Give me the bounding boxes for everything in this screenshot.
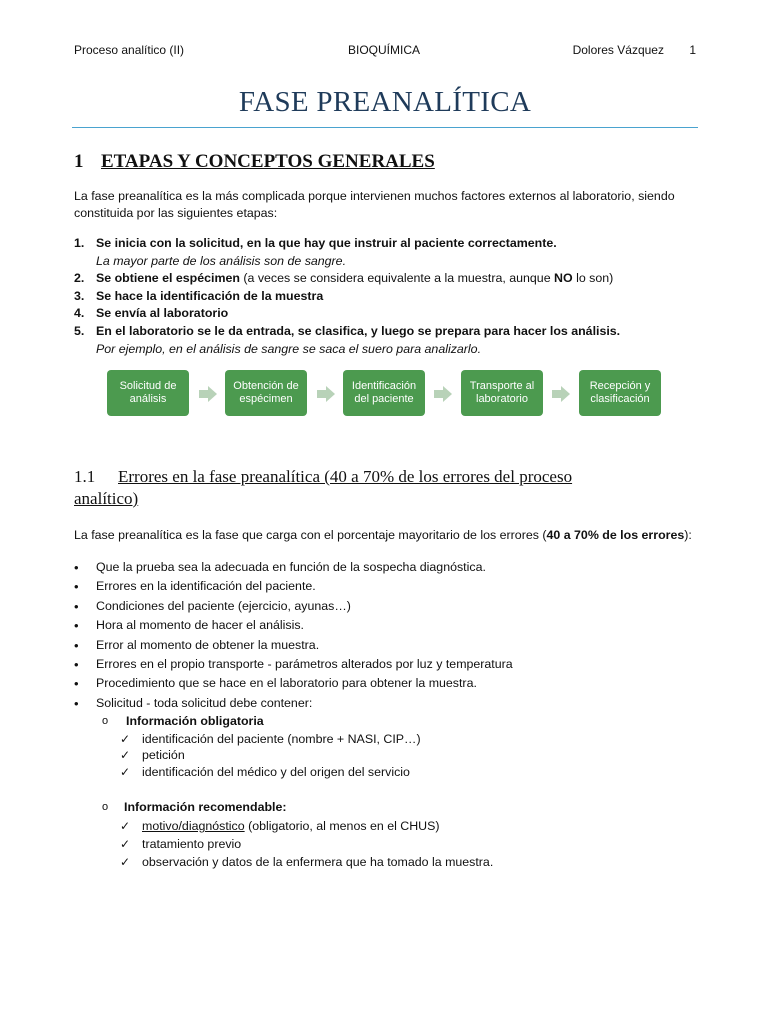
page-number: 1 bbox=[689, 43, 696, 57]
list-item: ✓ identificación del médico y del origen del servicio bbox=[120, 764, 410, 779]
flow-step-obtencion: Obtención de espécimen bbox=[225, 370, 307, 416]
page-header bbox=[74, 43, 696, 61]
page-title: FASE PREANALÍTICA bbox=[238, 86, 532, 118]
section-1-title: ETAPAS Y CONCEPTOS GENERALES bbox=[101, 151, 435, 172]
list-item: • Condiciones del paciente (ejercicio, ayunas…) bbox=[74, 598, 351, 614]
section-1-heading bbox=[74, 151, 435, 173]
header-course: BIOQUÍMICA bbox=[348, 43, 421, 57]
list-item: 5. En el laboratorio se le da entrada, se clasifica, y luego se prepara para hacer los análisis. Por ejemplo, en el análisis de sangre se saca el suero para analizarlo. bbox=[74, 323, 696, 358]
section-1-1-number: 1.1 bbox=[74, 467, 96, 486]
mandatory-info-list bbox=[74, 731, 696, 780]
section-1-1-title-line-2: analítico) bbox=[74, 489, 139, 508]
arrow-right-icon bbox=[199, 386, 217, 402]
list-item: ✓ petición bbox=[120, 748, 185, 763]
flow-step-transporte: Transporte al laboratorio bbox=[461, 370, 543, 416]
list-item: ✓ identificación del paciente (nombre + NASI, CIP…) bbox=[120, 732, 421, 746]
list-item: • Solicitud - toda solicitud debe contener: bbox=[74, 695, 313, 711]
list-item: • Procedimiento que se hace en el laboratorio para obtener la muestra. bbox=[74, 676, 477, 692]
list-item: 3. Se hace la identificación de la muestra bbox=[74, 288, 324, 303]
list-item: 2. Se obtiene el espécimen (a veces se considera equivalente a la muestra, aunque NO lo son) bbox=[74, 271, 614, 286]
section-1-1-heading bbox=[74, 466, 696, 510]
list-item: • Errores en el propio transporte - parámetros alterados por luz y temperatura bbox=[74, 657, 513, 673]
list-item: • Errores en la identificación del paciente. bbox=[74, 579, 316, 595]
arrow-right-icon bbox=[434, 386, 452, 402]
section-1-number: 1 bbox=[74, 151, 84, 172]
check-icon: ✓ bbox=[120, 732, 131, 746]
list-item: • Que la prueba sea la adecuada en función de la sospecha diagnóstica. bbox=[74, 560, 486, 575]
section-1-1-intro: La fase preanalítica es la fase que carga con el porcentaje mayoritario de los errores (40 a 70% de los errores): bbox=[74, 528, 692, 542]
intro-line-2: constituida por las siguientes etapas: bbox=[74, 206, 278, 220]
intro-line-1: La fase preanalítica es la más complicada porque intervienen muchos factores externos al laboratorio, siendo bbox=[74, 189, 675, 203]
arrow-right-icon bbox=[317, 386, 335, 402]
flow-step-recepcion: Recepción y clasificación bbox=[579, 370, 661, 416]
list-item: ✓ tratamiento previo bbox=[120, 837, 242, 852]
solicitud-details bbox=[74, 712, 696, 871]
list-item: ✓ observación y datos de la enfermera que ha tomado la muestra. bbox=[120, 855, 494, 870]
title-divider bbox=[72, 127, 698, 128]
arrow-right-icon bbox=[552, 386, 570, 402]
list-item: • Error al momento de obtener la muestra. bbox=[74, 637, 320, 653]
list-item-note: La mayor parte de los análisis son de sangre. bbox=[96, 253, 347, 268]
errors-list bbox=[74, 558, 696, 713]
header-author-name: Dolores Vázquez bbox=[572, 43, 664, 57]
flow-step-identificacion: Identificación del paciente bbox=[343, 370, 425, 416]
check-icon: ✓ bbox=[120, 837, 131, 852]
check-icon: ✓ bbox=[120, 748, 131, 763]
list-item: • Hora al momento de hacer el análisis. bbox=[74, 618, 304, 634]
list-item: ✓ motivo/diagnóstico (obligatorio, al menos en el CHUS) bbox=[120, 819, 440, 834]
section-1-1-title-line-1: Errores en la fase preanalítica (40 a 70% de los errores del proceso bbox=[118, 467, 573, 486]
check-icon: ✓ bbox=[120, 819, 131, 834]
header-subject: Proceso analítico (II) bbox=[74, 43, 185, 57]
flow-step-solicitud: Solicitud de análisis bbox=[107, 370, 189, 416]
mandatory-info-heading: o Información obligatoria bbox=[102, 714, 264, 728]
section-1-intro bbox=[74, 188, 696, 222]
list-item: 1. Se inicia con la solicitud, en la que hay que instruir al paciente correctamente. La mayor parte de los análisis son de sangre. bbox=[74, 235, 696, 270]
process-flow-diagram bbox=[107, 370, 667, 418]
recommended-info-list bbox=[74, 817, 696, 871]
check-icon: ✓ bbox=[120, 855, 131, 870]
stages-list bbox=[74, 235, 696, 358]
check-icon: ✓ bbox=[120, 764, 131, 779]
list-item-note: Por ejemplo, en el análisis de sangre se saca el suero para analizarlo. bbox=[96, 341, 482, 356]
list-item: 4. Se envía al laboratorio bbox=[74, 306, 229, 321]
header-author bbox=[573, 43, 696, 57]
recommended-info-heading: o Información recomendable: bbox=[102, 800, 287, 815]
